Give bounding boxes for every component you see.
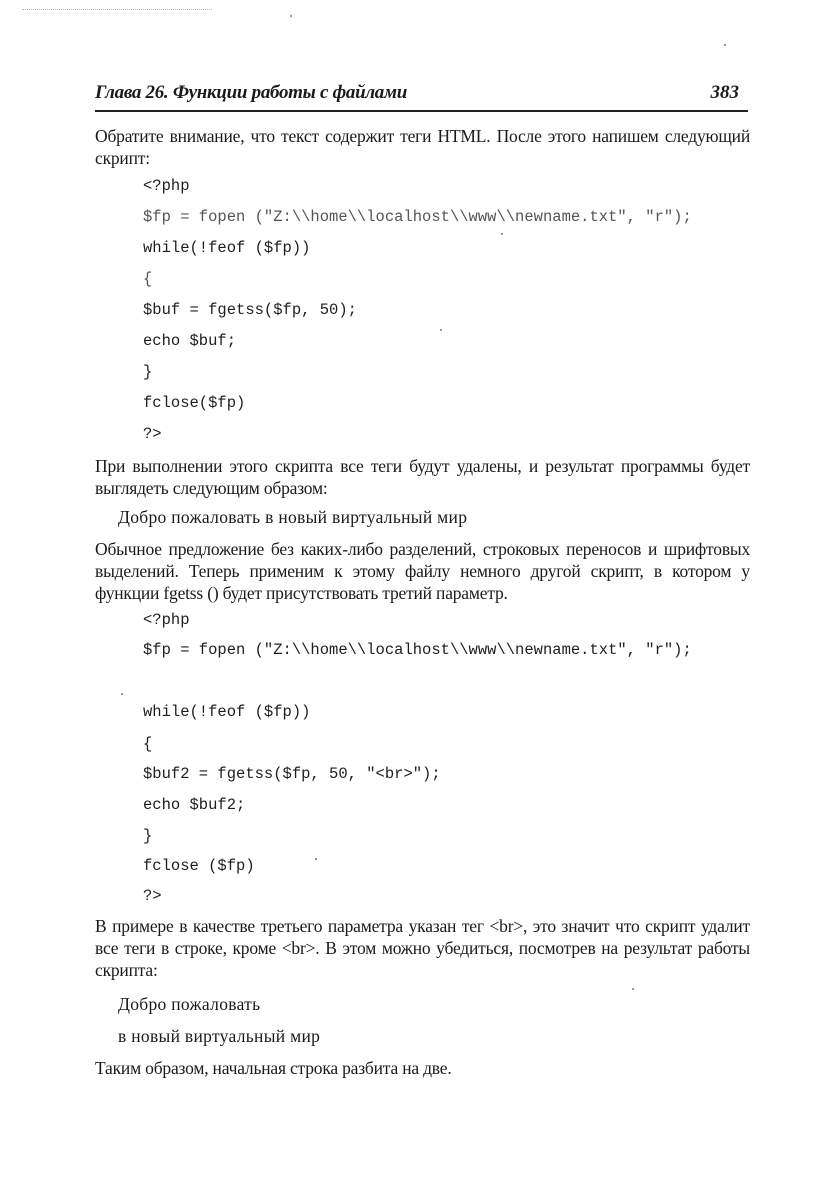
code-line: <?php — [143, 611, 190, 629]
code-line: $buf2 = fgetss($fp, 50, "<br>"); — [143, 765, 441, 783]
code-line: } — [143, 363, 153, 381]
scan-artifact — [22, 9, 212, 14]
code-line: <?php — [143, 177, 190, 195]
code-line: fclose ($fp) — [143, 857, 255, 875]
page-header — [95, 80, 747, 110]
scan-speck — [632, 988, 634, 990]
output-text: в новый виртуальный мир — [118, 1026, 321, 1046]
scan-speck — [290, 15, 292, 17]
scan-speck — [501, 233, 503, 235]
scan-speck — [121, 693, 123, 695]
code-line: echo $buf; — [143, 332, 237, 350]
code-line: fclose($fp) — [143, 394, 246, 412]
code-line: while(!feof ($fp)) — [143, 239, 311, 257]
code-line: $fp = fopen ("Z:\\home\\localhost\\www\\newname.txt", "r"); — [143, 208, 692, 226]
paragraph-fgetss: Обычное предложение без каких-либо разделений, строковых переносов и шрифтовых выделений. Теперь применим к этому файлу немного другой скрипт, в котором у функции fgetss () будет присутствовать третий параметр. — [95, 539, 750, 603]
code-line: { — [143, 270, 153, 288]
scan-speck — [315, 858, 317, 860]
code-line: ?> — [143, 887, 162, 905]
code-line: $buf = fgetss($fp, 50); — [143, 301, 357, 319]
page-number: 383 — [710, 82, 739, 103]
code-line: ?> — [143, 425, 162, 443]
paragraph-conclusion: Таким образом, начальная строка разбита на две. — [95, 1058, 452, 1078]
code-line: while(!feof ($fp)) — [143, 703, 311, 721]
chapter-title: Глава 26. Функции работы с файлами — [95, 82, 407, 103]
scan-speck — [440, 329, 442, 331]
scan-speck — [724, 44, 726, 46]
paragraph-br-explanation: В примере в качестве третьего параметра указан тег <br>, это значит что скрипт удалит все теги в строке, кроме <br>. В этом можно убедиться, посмотрев на результат работы скрипта: — [95, 916, 750, 980]
code-line: $fp = fopen ("Z:\\home\\localhost\\www\\newname.txt", "r"); — [143, 641, 692, 659]
output-text: Добро пожаловать в новый виртуальный мир — [118, 507, 468, 527]
paragraph-intro: Обратите внимание, что текст содержит теги HTML. После этого напишем следующий скрипт: — [95, 126, 750, 168]
header-divider — [95, 110, 748, 112]
code-line: } — [143, 827, 153, 845]
code-line: echo $buf2; — [143, 796, 246, 814]
paragraph-result-explanation: При выполнении этого скрипта все теги будут удалены, и результат программы будет выглядеть следующим образом: — [95, 456, 750, 498]
code-line: { — [143, 735, 153, 753]
output-text: Добро пожаловать — [118, 994, 261, 1014]
